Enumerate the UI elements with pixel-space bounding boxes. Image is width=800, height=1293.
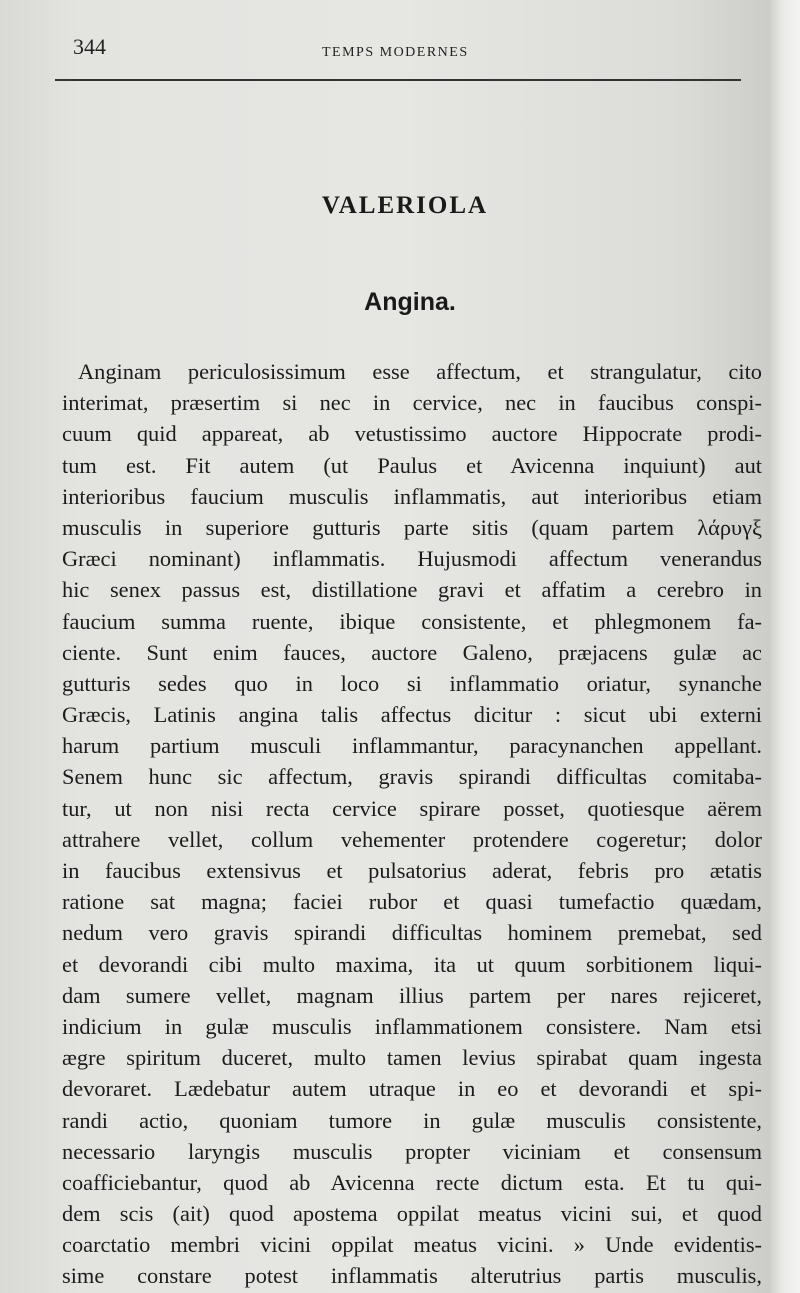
running-title: TEMPS MODERNES: [322, 45, 469, 60]
text-line: faucium summa ruente, ibique consistente, et phlegmonem fa-: [62, 608, 762, 634]
text-line: in faucibus extensivus et pulsatorius aderat, febris pro ætatis: [62, 858, 762, 883]
section-author-heading: VALERIOLA: [321, 192, 489, 219]
text-line: interioribus faucium musculis inflammatis, aut interioribus etiam: [62, 483, 762, 509]
text-line: Senem hunc sic affectum, gravis spirandi difficultas comitaba-: [62, 764, 762, 790]
header-rule: [55, 79, 741, 81]
text-line: coafficiebantur, quod ab Avicenna recte dictum esta. Et tu qui-: [62, 1169, 762, 1195]
body-text: [62, 356, 762, 1292]
text-line: randi actio, quoniam tumore in gulæ musculis consistente,: [62, 1107, 762, 1133]
text-line: coarctatio membri vicini oppilat meatus vicini. » Unde evidentis-: [62, 1232, 762, 1258]
text-line: Græcis, Latinis angina talis affectus dicitur : sicut ubi externi: [62, 702, 762, 728]
text-line: ratione sat magna; faciei rubor et quasi tumefactio quædam,: [62, 889, 762, 915]
text-line: dam sumere vellet, magnam illius partem per nares rejiceret,: [62, 982, 762, 1008]
text-line: harum partium musculi inflammantur, paracynanchen appellant.: [62, 733, 762, 759]
text-line: indicium in gulæ musculis inflammationem consistere. Nam etsi: [62, 1013, 762, 1039]
text-line: sime constare potest inflammatis alterutrius partis musculis,: [62, 1263, 762, 1289]
text-line: tum est. Fit autem (ut Paulus et Avicenna inquiunt) aut: [62, 452, 762, 478]
text-line: Græci nominant) inflammatis. Hujusmodi affectum venerandus: [62, 546, 762, 572]
text-line: gutturis sedes quo in loco si inflammatio oriatur, synanche: [62, 670, 762, 696]
text-line: cuum quid appareat, ab vetustissimo auctore Hippocrate prodi-: [62, 421, 762, 447]
page-edge: [770, 0, 800, 1293]
section-subject-heading: Angina.: [364, 288, 456, 316]
text-line: ægre spiritum duceret, multo tamen levius spirabat quam ingesta: [62, 1045, 762, 1071]
text-line: ciente. Sunt enim fauces, auctore Galeno, præjacens gulæ ac: [62, 639, 762, 665]
page-number: 344: [73, 34, 106, 59]
text-line: nedum vero gravis spirandi difficultas hominem premebat, sed: [62, 920, 762, 946]
page-header: [0, 28, 790, 68]
text-line: interimat, præsertim si nec in cervice, nec in faucibus conspi-: [62, 390, 762, 416]
text-line: devoraret. Lædebatur autem utraque in eo et devorandi et spi-: [62, 1076, 762, 1102]
text-line: Anginam periculosissimum esse affectum, et strangulatur, cito: [78, 359, 762, 384]
text-line: necessario laryngis musculis propter viciniam et consensum: [62, 1138, 762, 1164]
text-line: tur, ut non nisi recta cervice spirare posset, quotiesque aërem: [62, 795, 762, 821]
text-line: hic senex passus est, distillatione gravi et affatim a cerebro in: [62, 577, 762, 603]
text-line: dem scis (ait) quod apostema oppilat meatus vicini sui, et quod: [62, 1201, 762, 1227]
text-line: attrahere vellet, collum vehementer protendere cogeretur; dolor: [62, 826, 762, 852]
text-line: musculis in superiore gutturis parte sitis (quam partem λάρυγξ: [62, 514, 762, 540]
text-line: et devorandi cibi multo maxima, ita ut quum sorbitionem liqui-: [62, 951, 762, 977]
